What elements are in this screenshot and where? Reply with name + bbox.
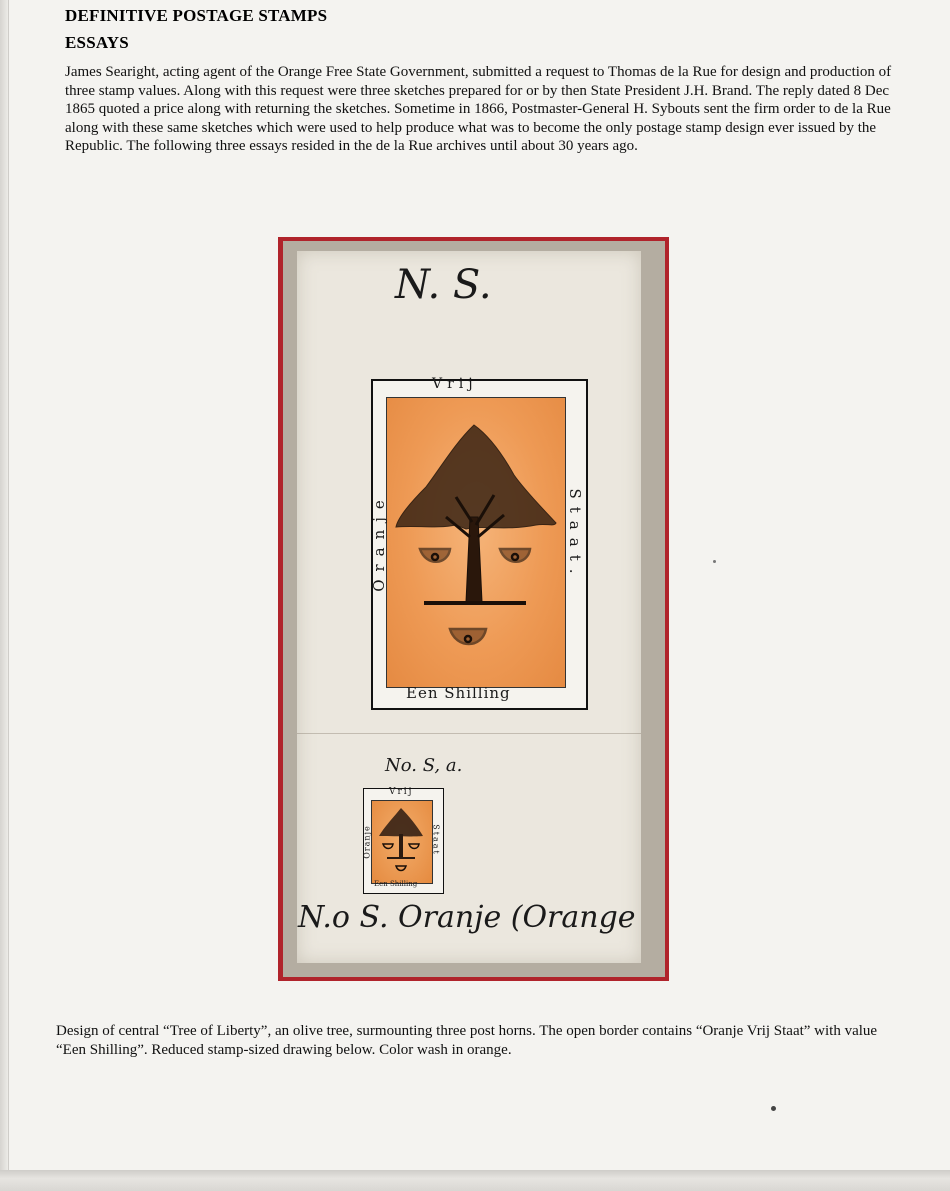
page-title: DEFINITIVE POSTAGE STAMPS xyxy=(65,6,328,25)
small-essay-left-word: Oranje xyxy=(362,825,372,859)
post-horn-icon-bottom xyxy=(450,629,486,644)
small-essay-right-word: Staat xyxy=(431,824,441,856)
large-essay-left-word: Oranje xyxy=(370,492,388,592)
intro-paragraph: James Searight, acting agent of the Orange Free State Government, submitted a request to Thomas de la Rue for design and production of three stamp values. Along with this request were three sketches prepared for or by then State President J.H. Brand. The reply dated 8 Dec 1865 quoted a price along with returning the sketches. Sometime in 1866, Postmaster-General H. Sybouts sent the firm order to de la Rue along with these same sketches which were used to help produce what was to become the only postage stamp design ever issued by the Republic. The following three essays resided in the de la Rue archives until about 30 years ago. xyxy=(65,64,892,154)
post-horn-icon-left xyxy=(420,549,450,562)
tree-of-liberty-drawing xyxy=(386,397,564,686)
post-horn-icon-right xyxy=(500,549,530,562)
essay-bottom-note: N.o S. Oranje (Orange xyxy=(298,900,636,935)
large-essay-value-text: Een Shilling xyxy=(406,684,511,702)
large-essay-right-word: Staat. xyxy=(566,488,584,582)
small-essay-value-text: Een Shilling xyxy=(374,880,418,888)
sheet-left-edge xyxy=(0,0,8,1191)
essay-top-note: N. S. xyxy=(395,262,492,308)
small-essay-note: No. S, a. xyxy=(385,755,463,776)
small-tree-drawing xyxy=(371,800,431,882)
small-essay-top-word: Vrij xyxy=(389,787,414,797)
small-olive-tree-icon xyxy=(379,808,423,859)
speck xyxy=(771,1106,776,1111)
essay-fold-line xyxy=(297,733,641,734)
sheet-bottom-edge xyxy=(0,1170,950,1191)
section-title: ESSAYS xyxy=(65,33,129,52)
speck xyxy=(713,560,716,563)
large-essay-top-word: Vrij xyxy=(432,376,478,392)
olive-tree-icon xyxy=(396,425,556,603)
essay-caption: Design of central “Tree of Liberty”, an olive tree, surmounting three post horns. The open border contains “Oranje Vrij Staat” with value “Een Shilling”. Reduced stamp-sized drawing below. Color wash in orange. xyxy=(56,1023,878,1058)
